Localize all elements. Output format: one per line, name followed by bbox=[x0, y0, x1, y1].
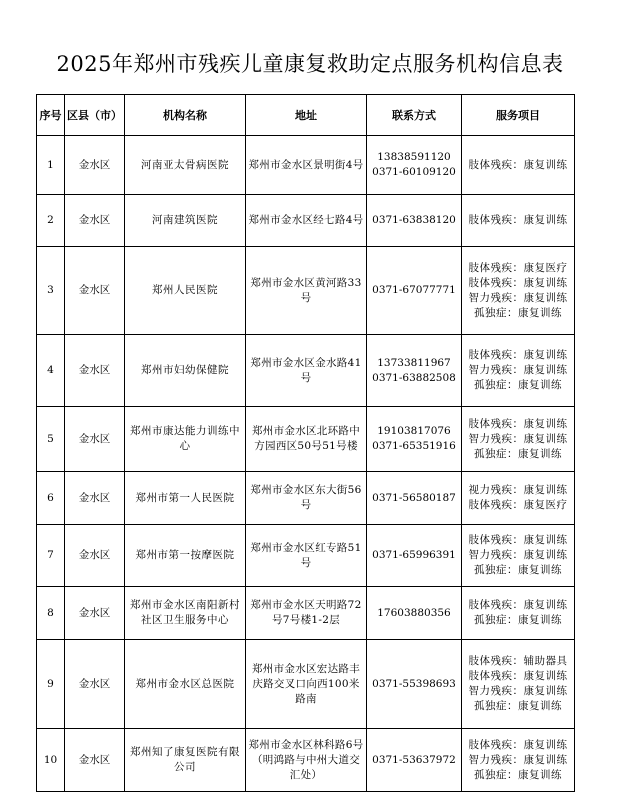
row-institution-name: 郑州知了康复医院有限公司 bbox=[125, 729, 246, 792]
service-item: 智力残疾：康复训练 bbox=[468, 753, 568, 766]
table-row bbox=[37, 195, 575, 247]
table-row bbox=[37, 407, 575, 472]
row-number: 4 bbox=[37, 335, 65, 407]
row-institution-name: 河南建筑医院 bbox=[125, 195, 246, 247]
header-district: 区县（市） bbox=[65, 95, 125, 136]
row-contact bbox=[367, 525, 462, 587]
service-item: 智力残疾：康复训练 bbox=[468, 291, 568, 304]
service-item: 肢体残疾：康复医疗 bbox=[468, 261, 568, 274]
row-address: 郑州市金水区金水路41号 bbox=[246, 335, 367, 407]
row-services bbox=[462, 247, 575, 335]
service-item: 肢体残疾：康复训练 bbox=[468, 534, 568, 546]
row-district: 金水区 bbox=[65, 247, 125, 335]
row-institution-name: 河南亚太骨病医院 bbox=[125, 136, 246, 195]
row-services bbox=[462, 640, 575, 729]
row-district: 金水区 bbox=[65, 335, 125, 407]
service-item: 肢体残疾：康复训练 bbox=[468, 417, 568, 430]
row-services bbox=[462, 407, 575, 472]
row-contact bbox=[367, 247, 462, 335]
row-institution-name: 郑州市妇幼保健院 bbox=[125, 335, 246, 407]
phone-number: 0371-63838120 bbox=[372, 214, 456, 226]
row-contact bbox=[367, 136, 462, 195]
service-item: 肢体残疾：康复训练 bbox=[468, 349, 568, 361]
phone-number: 17603880356 bbox=[377, 606, 451, 619]
phone-number: 0371-63882508 bbox=[372, 371, 456, 384]
header-contact: 联系方式 bbox=[367, 95, 462, 136]
row-institution-name: 郑州市第一人民医院 bbox=[125, 472, 246, 525]
row-number: 6 bbox=[37, 472, 65, 525]
phone-number: 13838591120 bbox=[377, 151, 451, 163]
row-number: 2 bbox=[37, 195, 65, 247]
row-address: 郑州市金水区林科路6号（明鸿路与中州大道交汇处） bbox=[246, 729, 367, 792]
table-row bbox=[37, 587, 575, 640]
service-item: 孤独症：康复训练 bbox=[474, 700, 562, 712]
row-number: 10 bbox=[37, 729, 65, 792]
service-item: 肢体残疾：康复医疗 bbox=[468, 499, 568, 511]
institution-table bbox=[36, 94, 575, 792]
service-item: 孤独症：康复训练 bbox=[474, 564, 562, 576]
row-number: 3 bbox=[37, 247, 65, 335]
row-institution-name: 郑州市金水区总医院 bbox=[125, 640, 246, 729]
service-item: 肢体残疾：康复训练 bbox=[468, 276, 568, 289]
service-item: 孤独症：康复训练 bbox=[474, 379, 562, 391]
row-contact bbox=[367, 195, 462, 247]
row-address: 郑州市金水区景明街4号 bbox=[246, 136, 367, 195]
service-item: 智力残疾：康复训练 bbox=[468, 432, 568, 445]
row-services bbox=[462, 525, 575, 587]
row-services bbox=[462, 587, 575, 640]
service-item: 孤独症：康复训练 bbox=[474, 447, 562, 460]
phone-number: 0371-67077771 bbox=[372, 284, 456, 296]
row-number: 5 bbox=[37, 407, 65, 472]
phone-number: 0371-56580187 bbox=[372, 491, 456, 504]
table-row bbox=[37, 640, 575, 729]
row-district: 金水区 bbox=[65, 587, 125, 640]
row-institution-name: 郑州市第一按摩医院 bbox=[125, 525, 246, 587]
table-row bbox=[37, 335, 575, 407]
service-item: 智力残疾：康复训练 bbox=[468, 549, 568, 561]
service-item: 智力残疾：康复训练 bbox=[468, 364, 568, 376]
row-address: 郑州市金水区红专路51号 bbox=[246, 525, 367, 587]
row-number: 1 bbox=[37, 136, 65, 195]
phone-number: 13733811967 bbox=[377, 356, 451, 369]
row-services bbox=[462, 195, 575, 247]
row-contact bbox=[367, 640, 462, 729]
service-item: 孤独症：康复训练 bbox=[474, 614, 562, 626]
row-district: 金水区 bbox=[65, 472, 125, 525]
page-title: 2025年郑州市残疾儿童康复救助定点服务机构信息表 bbox=[56, 52, 564, 76]
row-district: 金水区 bbox=[65, 136, 125, 195]
phone-number: 0371-53637972 bbox=[372, 753, 456, 766]
row-district: 金水区 bbox=[65, 195, 125, 247]
row-number: 7 bbox=[37, 525, 65, 587]
service-item: 肢体残疾：康复训练 bbox=[468, 214, 568, 226]
row-services bbox=[462, 472, 575, 525]
service-item: 肢体残疾：康复训练 bbox=[468, 670, 568, 682]
service-item: 肢体残疾：辅助器具 bbox=[468, 655, 568, 667]
service-item: 视力残疾：康复训练 bbox=[468, 484, 568, 496]
table-row bbox=[37, 136, 575, 195]
row-institution-name: 郑州市金水区南阳新村社区卫生服务中心 bbox=[125, 587, 246, 640]
row-district: 金水区 bbox=[65, 407, 125, 472]
row-institution-name: 郑州人民医院 bbox=[125, 247, 246, 335]
row-district: 金水区 bbox=[65, 640, 125, 729]
row-contact bbox=[367, 472, 462, 525]
phone-number: 19103817076 bbox=[377, 425, 451, 437]
row-number: 8 bbox=[37, 587, 65, 640]
row-address: 郑州市金水区东大街56号 bbox=[246, 472, 367, 525]
row-services bbox=[462, 729, 575, 792]
header-no: 序号 bbox=[37, 95, 65, 136]
phone-number: 0371-60109120 bbox=[372, 166, 456, 178]
service-item: 智力残疾：康复训练 bbox=[468, 685, 568, 697]
service-item: 孤独症：康复训练 bbox=[474, 306, 562, 319]
service-item: 孤独症：康复训练 bbox=[474, 768, 562, 781]
row-address: 郑州市金水区黄河路33号 bbox=[246, 247, 367, 335]
row-contact bbox=[367, 407, 462, 472]
row-address: 郑州市金水区天明路72号7号楼1-2层 bbox=[246, 587, 367, 640]
phone-number: 0371-65351916 bbox=[372, 440, 456, 452]
row-number: 9 bbox=[37, 640, 65, 729]
row-district: 金水区 bbox=[65, 525, 125, 587]
row-district: 金水区 bbox=[65, 729, 125, 792]
table-row bbox=[37, 247, 575, 335]
table-header-row bbox=[37, 95, 575, 136]
service-item: 肢体残疾：康复训练 bbox=[468, 599, 568, 611]
table-row bbox=[37, 729, 575, 792]
row-services bbox=[462, 335, 575, 407]
row-institution-name: 郑州市康达能力训练中心 bbox=[125, 407, 246, 472]
table-row bbox=[37, 525, 575, 587]
row-contact bbox=[367, 587, 462, 640]
phone-number: 0371-65996391 bbox=[372, 549, 456, 561]
row-services bbox=[462, 136, 575, 195]
service-item: 肢体残疾：康复训练 bbox=[468, 738, 568, 751]
row-address: 郑州市金水区北环路中方园西区50号51号楼 bbox=[246, 407, 367, 472]
row-address: 郑州市金水区经七路4号 bbox=[246, 195, 367, 247]
table-row bbox=[37, 472, 575, 525]
row-contact bbox=[367, 729, 462, 792]
header-address: 地址 bbox=[246, 95, 367, 136]
header-services: 服务项目 bbox=[462, 95, 575, 136]
service-item: 肢体残疾：康复训练 bbox=[468, 158, 568, 171]
phone-number: 0371-55398693 bbox=[372, 677, 456, 690]
row-address: 郑州市金水区宏达路丰庆路交叉口向西100米路南 bbox=[246, 640, 367, 729]
header-name: 机构名称 bbox=[125, 95, 246, 136]
row-contact bbox=[367, 335, 462, 407]
